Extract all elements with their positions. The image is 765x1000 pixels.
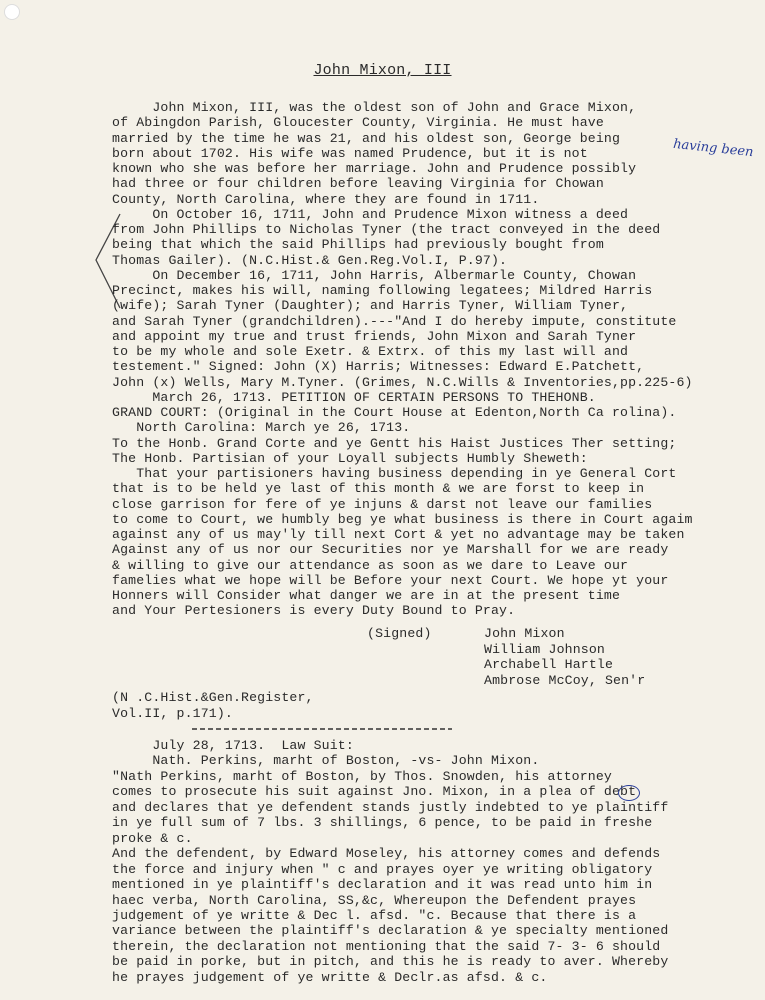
text-line: & willing to give our attendance as soon as we dare to Leave our bbox=[112, 557, 629, 573]
text-line: from John Phillips to Nicholas Tyner (the tract conveyed in the deed bbox=[112, 222, 661, 237]
signer-name: Archabell Hartle bbox=[484, 657, 614, 672]
text-line: variance between the plaintiff's declaration & ye specialty mentioned bbox=[112, 923, 669, 939]
text-line: haec verba, North Carolina, SS,&c, Whereupon the Defendent prayes bbox=[112, 892, 637, 908]
text-line: GRAND COURT: (Original in the Court House at Edenton,North Ca rolina). bbox=[112, 405, 677, 420]
text-line: had three or four children before leaving Virginia for Chowan bbox=[112, 176, 604, 192]
text-line: Precinct, makes his will, naming following legatees; Mildred Harris bbox=[112, 283, 653, 298]
text-line: he prayes judgement of ye writte & Declr.as afsd. & c. bbox=[112, 969, 548, 985]
text-line: against any of us may'ly till next Cort & yet no advantage may be taken bbox=[112, 527, 685, 542]
text-line: known who she was before her marriage. John and Prudence possibly bbox=[112, 161, 637, 176]
text-line: On December 16, 1711, John Harris, Albermarle County, Chowan bbox=[112, 267, 637, 283]
text-line: of Abingdon Parish, Gloucester County, Virginia. He must have bbox=[112, 115, 604, 131]
text-line: and Sarah Tyner (grandchildren).---"And I do hereby impute, constitute bbox=[112, 313, 677, 329]
text-line: That your partisioners having business depending in ye General Cort bbox=[112, 466, 677, 481]
handwritten-circle bbox=[618, 785, 640, 801]
signer-name: William Johnson bbox=[484, 641, 605, 657]
signer-name: Ambrose McCoy, Sen'r bbox=[484, 672, 646, 688]
punch-hole bbox=[4, 4, 20, 20]
text-line: and Your Pertesioners is every Duty Bound to Pray. bbox=[112, 603, 516, 619]
text-line: Nath. Perkins, marht of Boston, -vs- John Mixon. bbox=[112, 753, 540, 769]
text-line: On October 16, 1711, John and Prudence Mixon witness a deed bbox=[112, 206, 629, 222]
signer-name: John Mixon bbox=[484, 626, 565, 641]
text-line: comes to prosecute his suit against Jno. Mixon, in a plea of debt bbox=[112, 784, 637, 800]
text-line: "Nath Perkins, marht of Boston, by Thos. Snowden, his attorney bbox=[112, 768, 612, 784]
text-line: to come to Court, we humbly beg ye what business is there in Court agaim bbox=[112, 511, 693, 527]
page-title: John Mixon, III bbox=[313, 62, 452, 79]
dashed-separator bbox=[192, 727, 452, 731]
text-line: judgement of ye writte & Dec l. afsd. "c. Because that there is a bbox=[112, 907, 637, 923]
text-line: to be my whole and sole Exetr. & Extrx. of this my last will and bbox=[112, 344, 629, 359]
text-line: North Carolina: March ye 26, 1713. bbox=[112, 420, 411, 436]
text-line: County, North Carolina, where they are found in 1711. bbox=[112, 191, 540, 207]
text-line: and appoint my true and trust friends, John Mixon and Sarah Tyner bbox=[112, 328, 637, 344]
handwritten-annotation: having been bbox=[672, 136, 755, 161]
text-line: July 28, 1713. Law Suit: bbox=[112, 738, 354, 753]
text-line: And the defendent, by Edward Moseley, his attorney comes and defends bbox=[112, 846, 661, 862]
text-line: famelies what we hope will be Before your next Court. We hope yt your bbox=[112, 572, 669, 588]
text-line: John (x) Wells, Mary M.Tyner. (Grimes, N.C.Wills & Inventories,pp.225-6) bbox=[112, 374, 693, 390]
text-line: To the Honb. Grand Corte and ye Gentt his Haist Justices Ther setting; bbox=[112, 435, 677, 451]
text-line: married by the time he was 21, and his oldest son, George being bbox=[112, 130, 621, 146]
text-line: Honners will Consider what danger we are in at the present time bbox=[112, 588, 621, 603]
text-line: John Mixon, III, was the oldest son of John and Grace Mixon, bbox=[112, 100, 637, 115]
text-line: Against any of us nor our Securities nor ye Marshall for we are ready bbox=[112, 542, 669, 558]
text-line: therein, the declaration not mentioning that the said 7- 3- 6 should bbox=[112, 938, 661, 954]
text-line: (wife); Sarah Tyner (Daughter); and Harris Tyner, William Tyner, bbox=[112, 298, 629, 314]
text-line: in ye full sum of 7 lbs. 3 shillings, 6 pence, to be paid in freshe bbox=[112, 815, 653, 831]
text-line: being that which the said Phillips had previously bought from bbox=[112, 237, 604, 253]
text-line: March 26, 1713. PETITION OF CERTAIN PERSONS TO THEHONB. bbox=[112, 389, 596, 405]
citation-line: (N .C.Hist.&Gen.Register, bbox=[112, 690, 314, 705]
text-line: proke & c. bbox=[112, 830, 193, 846]
text-line: that is to be held ye last of this month & we are forst to keep in bbox=[112, 481, 645, 497]
signed-label: (Signed) bbox=[367, 626, 432, 641]
text-line: testement." Signed: John (X) Harris; Witnesses: Edward E.Patchett, bbox=[112, 359, 645, 375]
text-line: and declares that ye defendent stands justly indebted to ye plaintiff bbox=[112, 799, 669, 815]
text-line: born about 1702. His wife was named Prudence, but it is not bbox=[112, 145, 588, 161]
text-line: The Honb. Partisian of your Loyall subjects Humbly Sheweth: bbox=[112, 450, 588, 466]
citation-line: Vol.II, p.171). bbox=[112, 705, 233, 721]
text-line: be paid in porke, but in pitch, and this he is ready to aver. Whereby bbox=[112, 954, 669, 970]
text-line: close garrison for fere of ye injuns & darst not leave our families bbox=[112, 496, 653, 512]
text-line: mentioned in ye plaintiff's declaration and it was read unto him in bbox=[112, 877, 653, 893]
text-line: Thomas Gailer). (N.C.Hist.& Gen.Reg.Vol.I, P.97). bbox=[112, 252, 508, 268]
text-line: the force and injury when " c and prayes oyer ye writing obligatory bbox=[112, 861, 653, 877]
